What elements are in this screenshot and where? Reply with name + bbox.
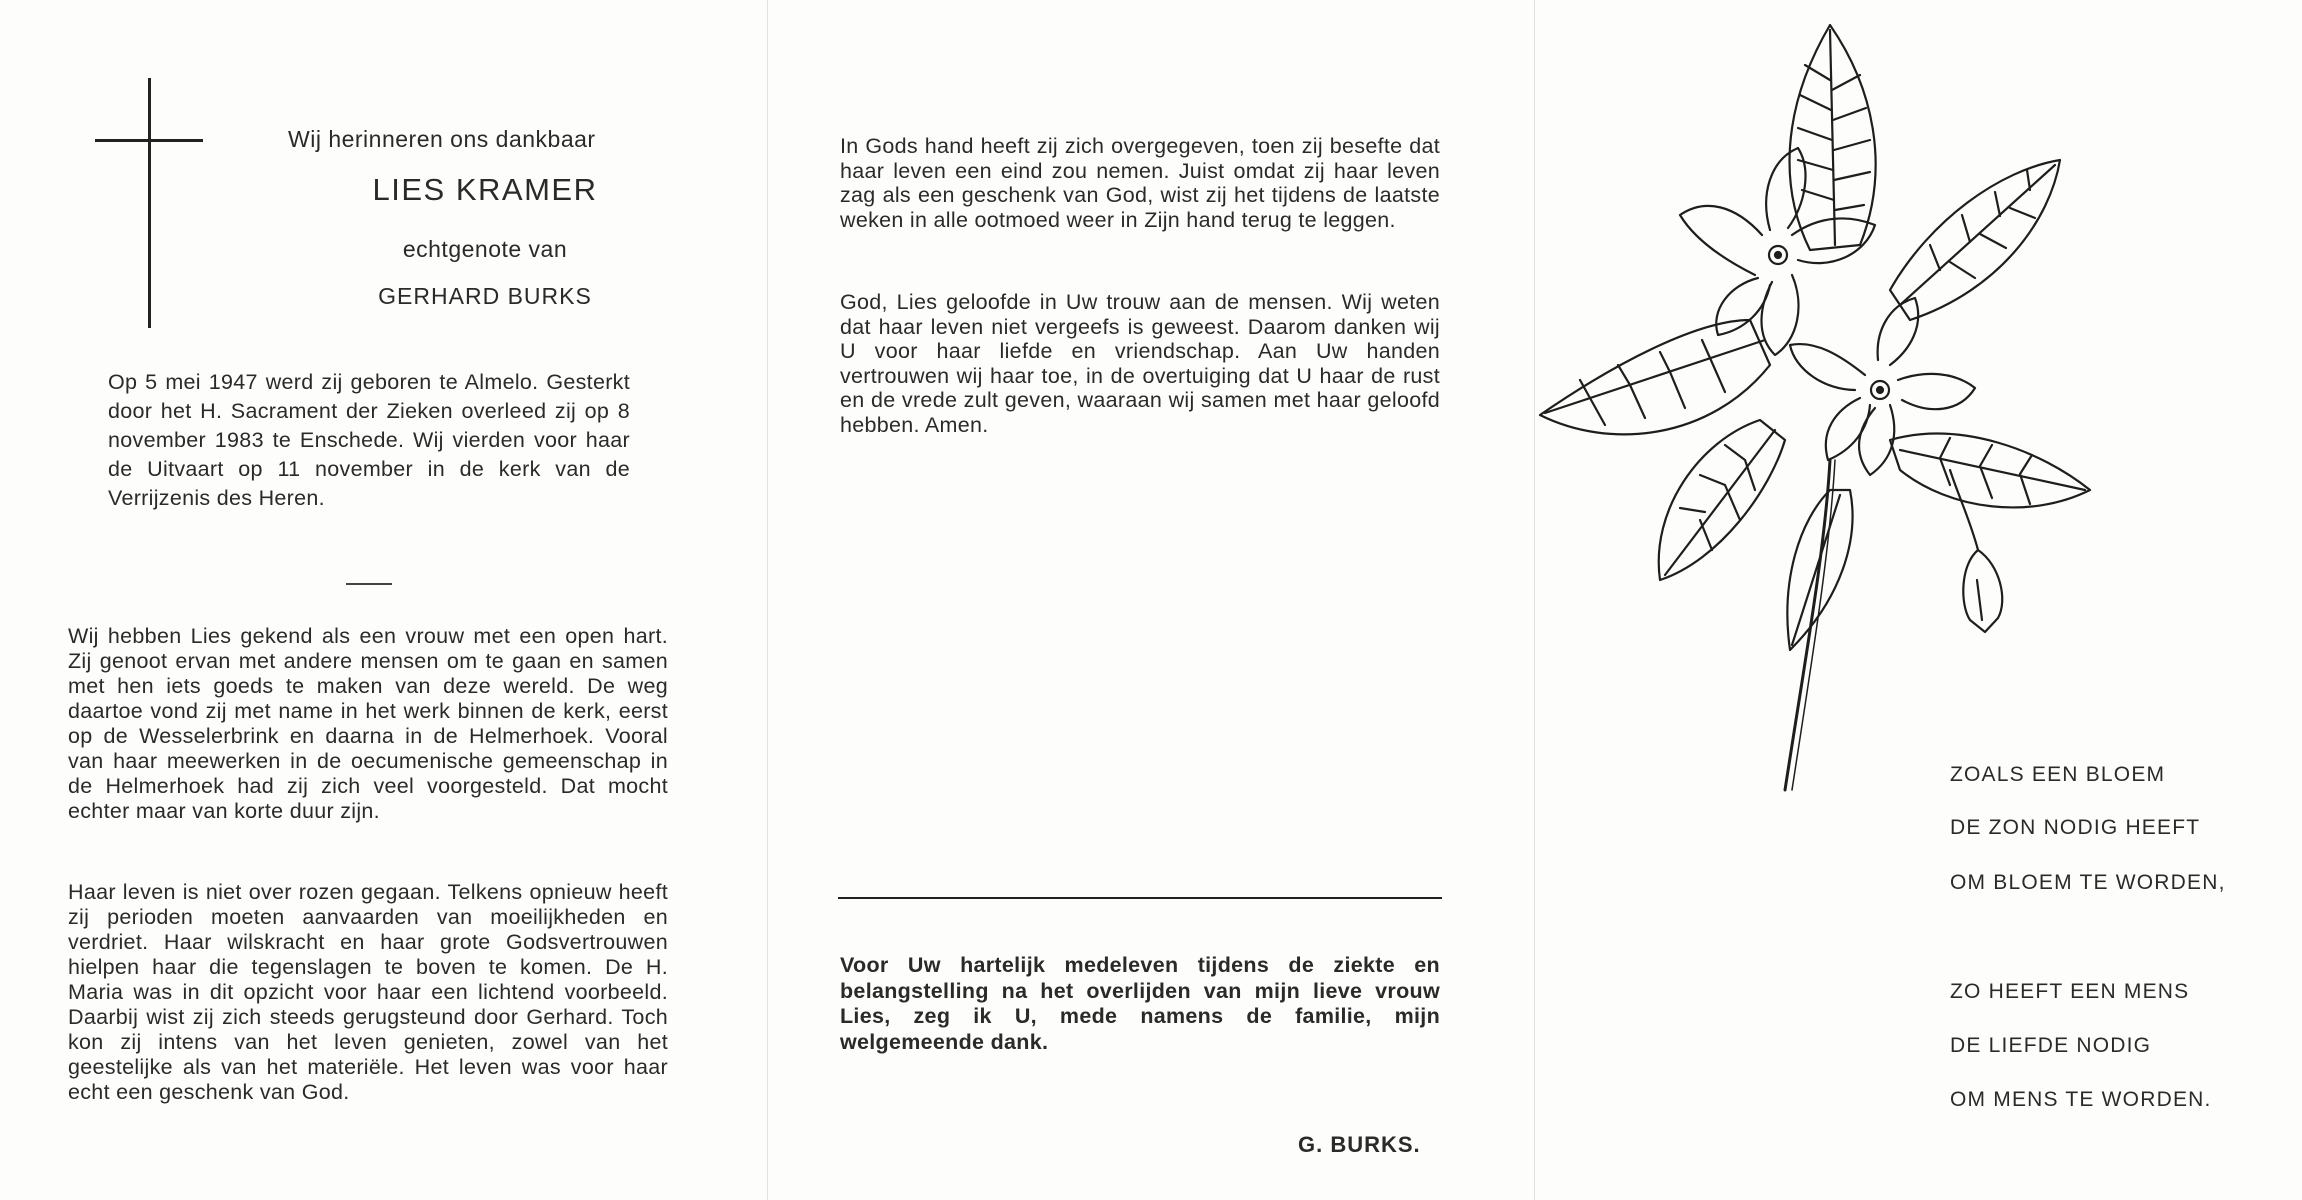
thanks-paragraph: Voor Uw hartelijk medeleven tijdens de ziekte en belangstelling na het overlijden van mijn lieve vrouw Lies, zeg ik U, mede namens de familie, mijn welgemeende dank. [840,953,1440,1054]
poem-line-1: ZOALS EEN BLOEM [1950,763,2166,786]
poem-line-6: OM MENS TE WORDEN. [1950,1088,2212,1111]
deceased-name: LIES KRAMER [372,172,598,207]
divider-long [838,897,1442,899]
spouse-name: GERHARD BURKS [378,283,592,309]
signature: G. BURKS. [1298,1132,1421,1157]
life-paragraph-1: Wij hebben Lies gekend als een vrouw met een open hart. Zij genoot ervan met andere mensen om te gaan en samen met hen iets goeds te maken van deze wereld. De weg daartoe vond zij met name in het werk binnen de kerk, eerst op de Wesselerbrink en daarna in de Helmerhoek. Vooral van haar meewerken in de oecumenische gemeenschap in de Helmerhoek had zij zich veel voorgesteld. Dat mocht echter maar van korte duur zijn. [68,624,668,823]
divider-short [346,583,392,585]
gods-hand-paragraph: In Gods hand heeft zij zich overgegeven, toen zij besefte dat haar leven een eind zou nemen. Juist omdat zij haar leven zag als een geschenk van God, wist zij het tijdens de laatste weken in alle ootmoed weer in Zijn hand terug te leggen. [840,134,1440,232]
intro-text: Wij herinneren ons dankbaar [288,126,596,152]
prayer-paragraph: God, Lies geloofde in Uw trouw aan de mensen. Wij weten dat haar leven niet vergeefs is geweest. Daarom danken wij U voor haar liefde en vriendschap. Aan Uw handen vertrouwen wij haar toe, in de overtuiging dat U haar de rust en de vrede zult geven, waaraan wij samen met haar geloofd hebben. Amen. [840,290,1440,437]
poem-line-4: ZO HEEFT EEN MENS [1950,980,2190,1003]
birth-paragraph: Op 5 mei 1947 werd zij geboren te Almelo. Gesterkt door het H. Sacrament der Zieken overleed zij op 8 november 1983 te Enschede. Wij vierden voor haar de Uitvaart op 11 november in de kerk van de Verrijzenis des Heren. [108,370,630,510]
poem-line-2: DE ZON NODIG HEEFT [1950,816,2201,839]
poem-line-5: DE LIEFDE NODIG [1950,1034,2152,1057]
fold-line-left [767,0,768,1200]
flower-drawing-icon [1530,20,2230,800]
spouse-label: echtgenote van [402,236,568,262]
life-paragraph-2: Haar leven is niet over rozen gegaan. Telkens opnieuw heeft zij perioden moeten aanvaarden van moeilijkheden en verdriet. Haar wilskracht en haar grote Godsvertrouwen hielpen haar die tegenslagen te boven te komen. De H. Maria was in dit opzicht voor haar een lichtend voorbeeld. Daarbij wist zij zich steeds gerugsteund door Gerhard. Toch kon zij intens van het leven genieten, zowel van het geestelijke als van het materiële. Het leven was voor haar echt een geschenk van God. [68,880,668,1104]
poem-line-3: OM BLOEM TE WORDEN, [1950,871,2226,894]
